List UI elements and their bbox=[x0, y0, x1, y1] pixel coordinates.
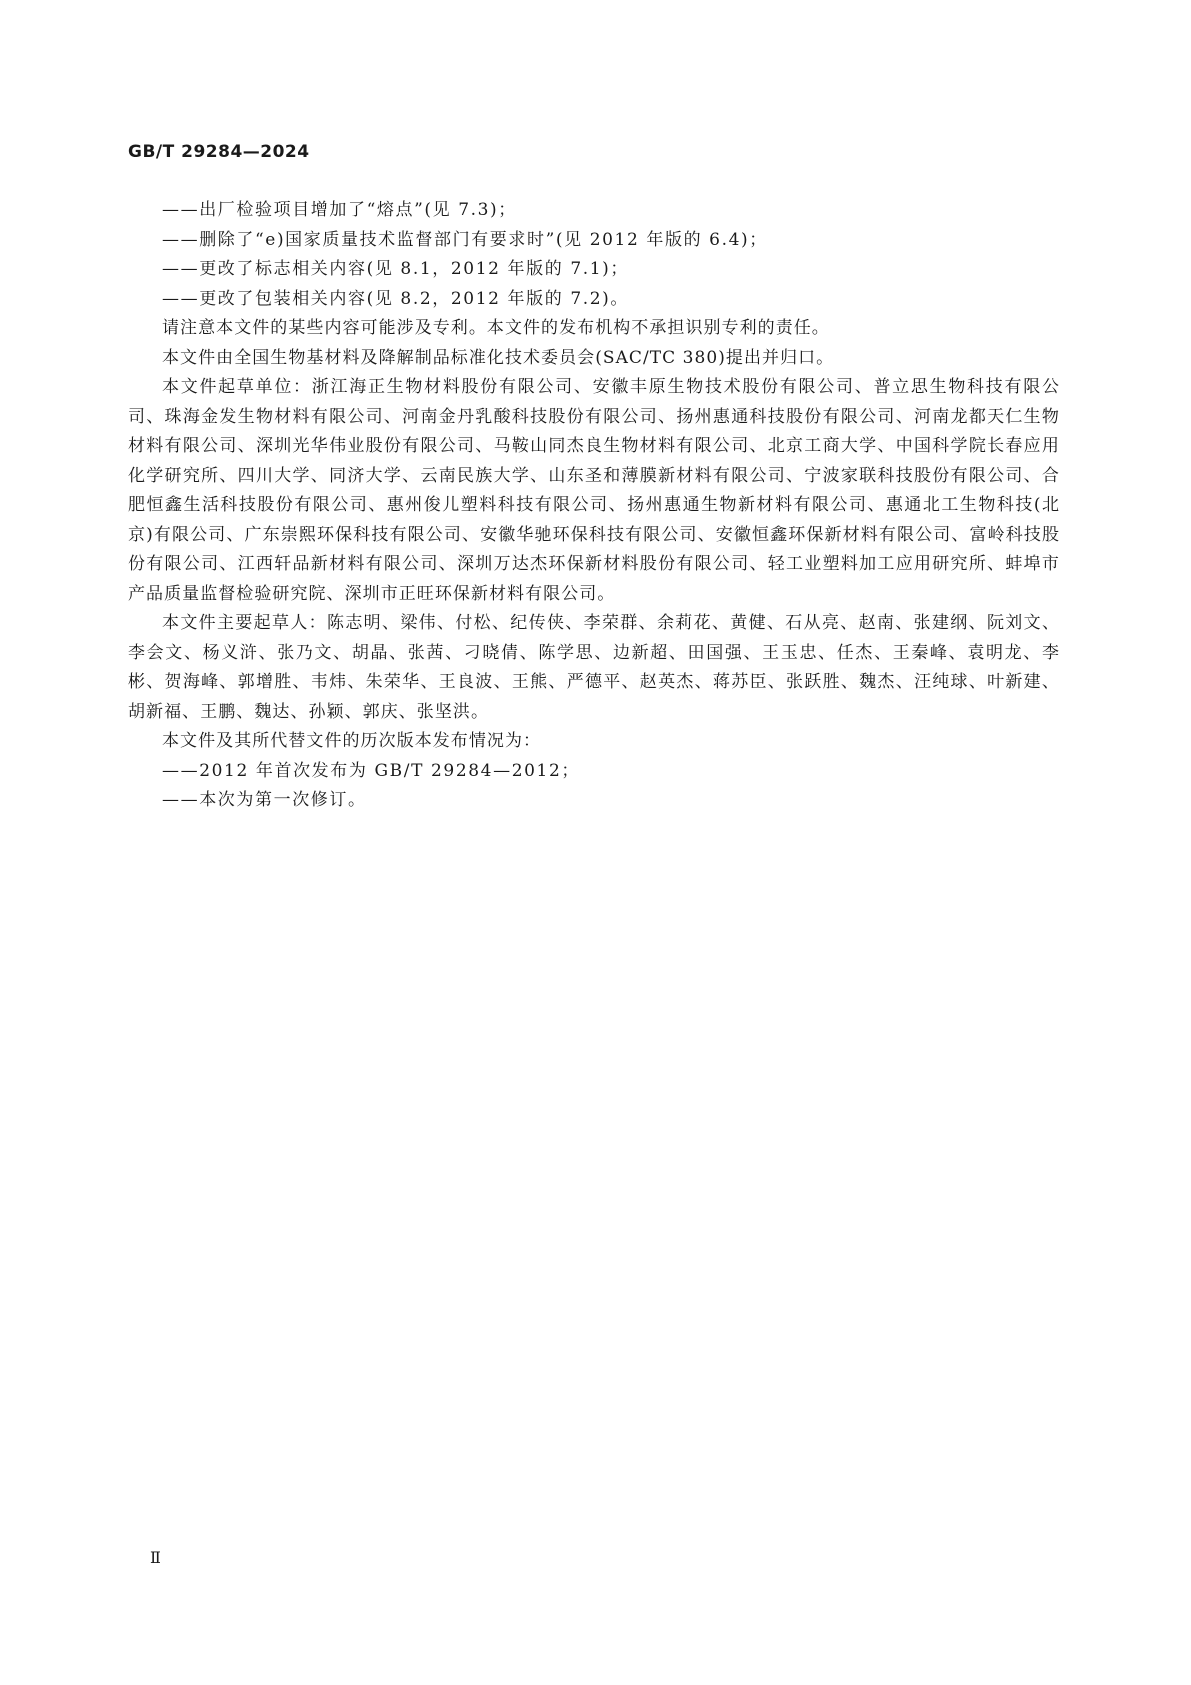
foreword-body bbox=[128, 196, 1060, 816]
drafters-paragraph: 本文件主要起草人：陈志明、梁伟、付松、纪传侠、李荣群、余莉花、黄健、石从亮、赵南、张建纲、阮刘文、李会文、杨义浒、张乃文、胡晶、张茜、刁晓倩、陈学思、边新超、田国强、王玉忠、任杰、王秦峰、袁明龙、李彬、贺海峰、郭增胜、韦炜、朱荣华、王良波、王熊、严德平、赵英杰、蒋苏臣、张跃胜、魏杰、汪纯球、叶新建、胡新福、王鹏、魏达、孙颖、郭庆、张坚洪。 bbox=[128, 613, 1060, 722]
change-item: ——出厂检验项目增加了“熔点”(见 7.3)； bbox=[162, 200, 517, 220]
history-item: ——2012 年首次发布为 GB/T 29284—2012； bbox=[162, 760, 580, 781]
patent-notice: 请注意本文件的某些内容可能涉及专利。本文件的发布机构不承担识别专利的责任。 bbox=[162, 318, 830, 338]
drafting-units-paragraph: 本文件起草单位：浙江海正生物材料股份有限公司、安徽丰原生物技术股份有限公司、普立思生物科技有限公司、珠海金发生物材料有限公司、河南金丹乳酸科技股份有限公司、扬州惠通科技股份有限公司、河南龙都天仁生物材料有限公司、深圳光华伟业股份有限公司、马鞍山同杰良生物材料有限公司、北京工商大学、中国科学院长春应用化学研究所、四川大学、同济大学、云南民族大学、山东圣和薄膜新材料有限公司、宁波家联科技股份有限公司、合肥恒鑫生活科技股份有限公司、惠州俊儿塑料科技有限公司、扬州惠通生物新材料有限公司、惠通北工生物科技(北京)有限公司、广东崇熙环保科技有限公司、安徽华驰环保科技有限公司、安徽恒鑫环保新材料有限公司、富岭科技股份有限公司、江西轩品新材料有限公司、深圳万达杰环保新材料股份有限公司、轻工业塑料加工应用研究所、蚌埠市产品质量监督检验研究院、深圳市正旺环保新材料有限公司。 bbox=[128, 377, 1060, 604]
change-item: ——更改了包装相关内容(见 8.2，2012 年版的 7.2)。 bbox=[162, 288, 630, 309]
page-number: Ⅱ bbox=[150, 1548, 161, 1567]
history-intro: 本文件及其所代替文件的历次版本发布情况为： bbox=[162, 731, 542, 751]
change-item: ——更改了标志相关内容(见 8.1，2012 年版的 7.1)； bbox=[162, 259, 630, 279]
document-code-header: GB/T 29284—2024 bbox=[128, 142, 310, 162]
change-item: ——删除了“e)国家质量技术监督部门有要求时”(见 2012 年版的 6.4)； bbox=[162, 229, 768, 250]
proposed-by-statement: 本文件由全国生物基材料及降解制品标准化技术委员会(SAC/TC 380)提出并归口。 bbox=[162, 347, 835, 368]
history-item: ——本次为第一次修订。 bbox=[162, 790, 367, 810]
